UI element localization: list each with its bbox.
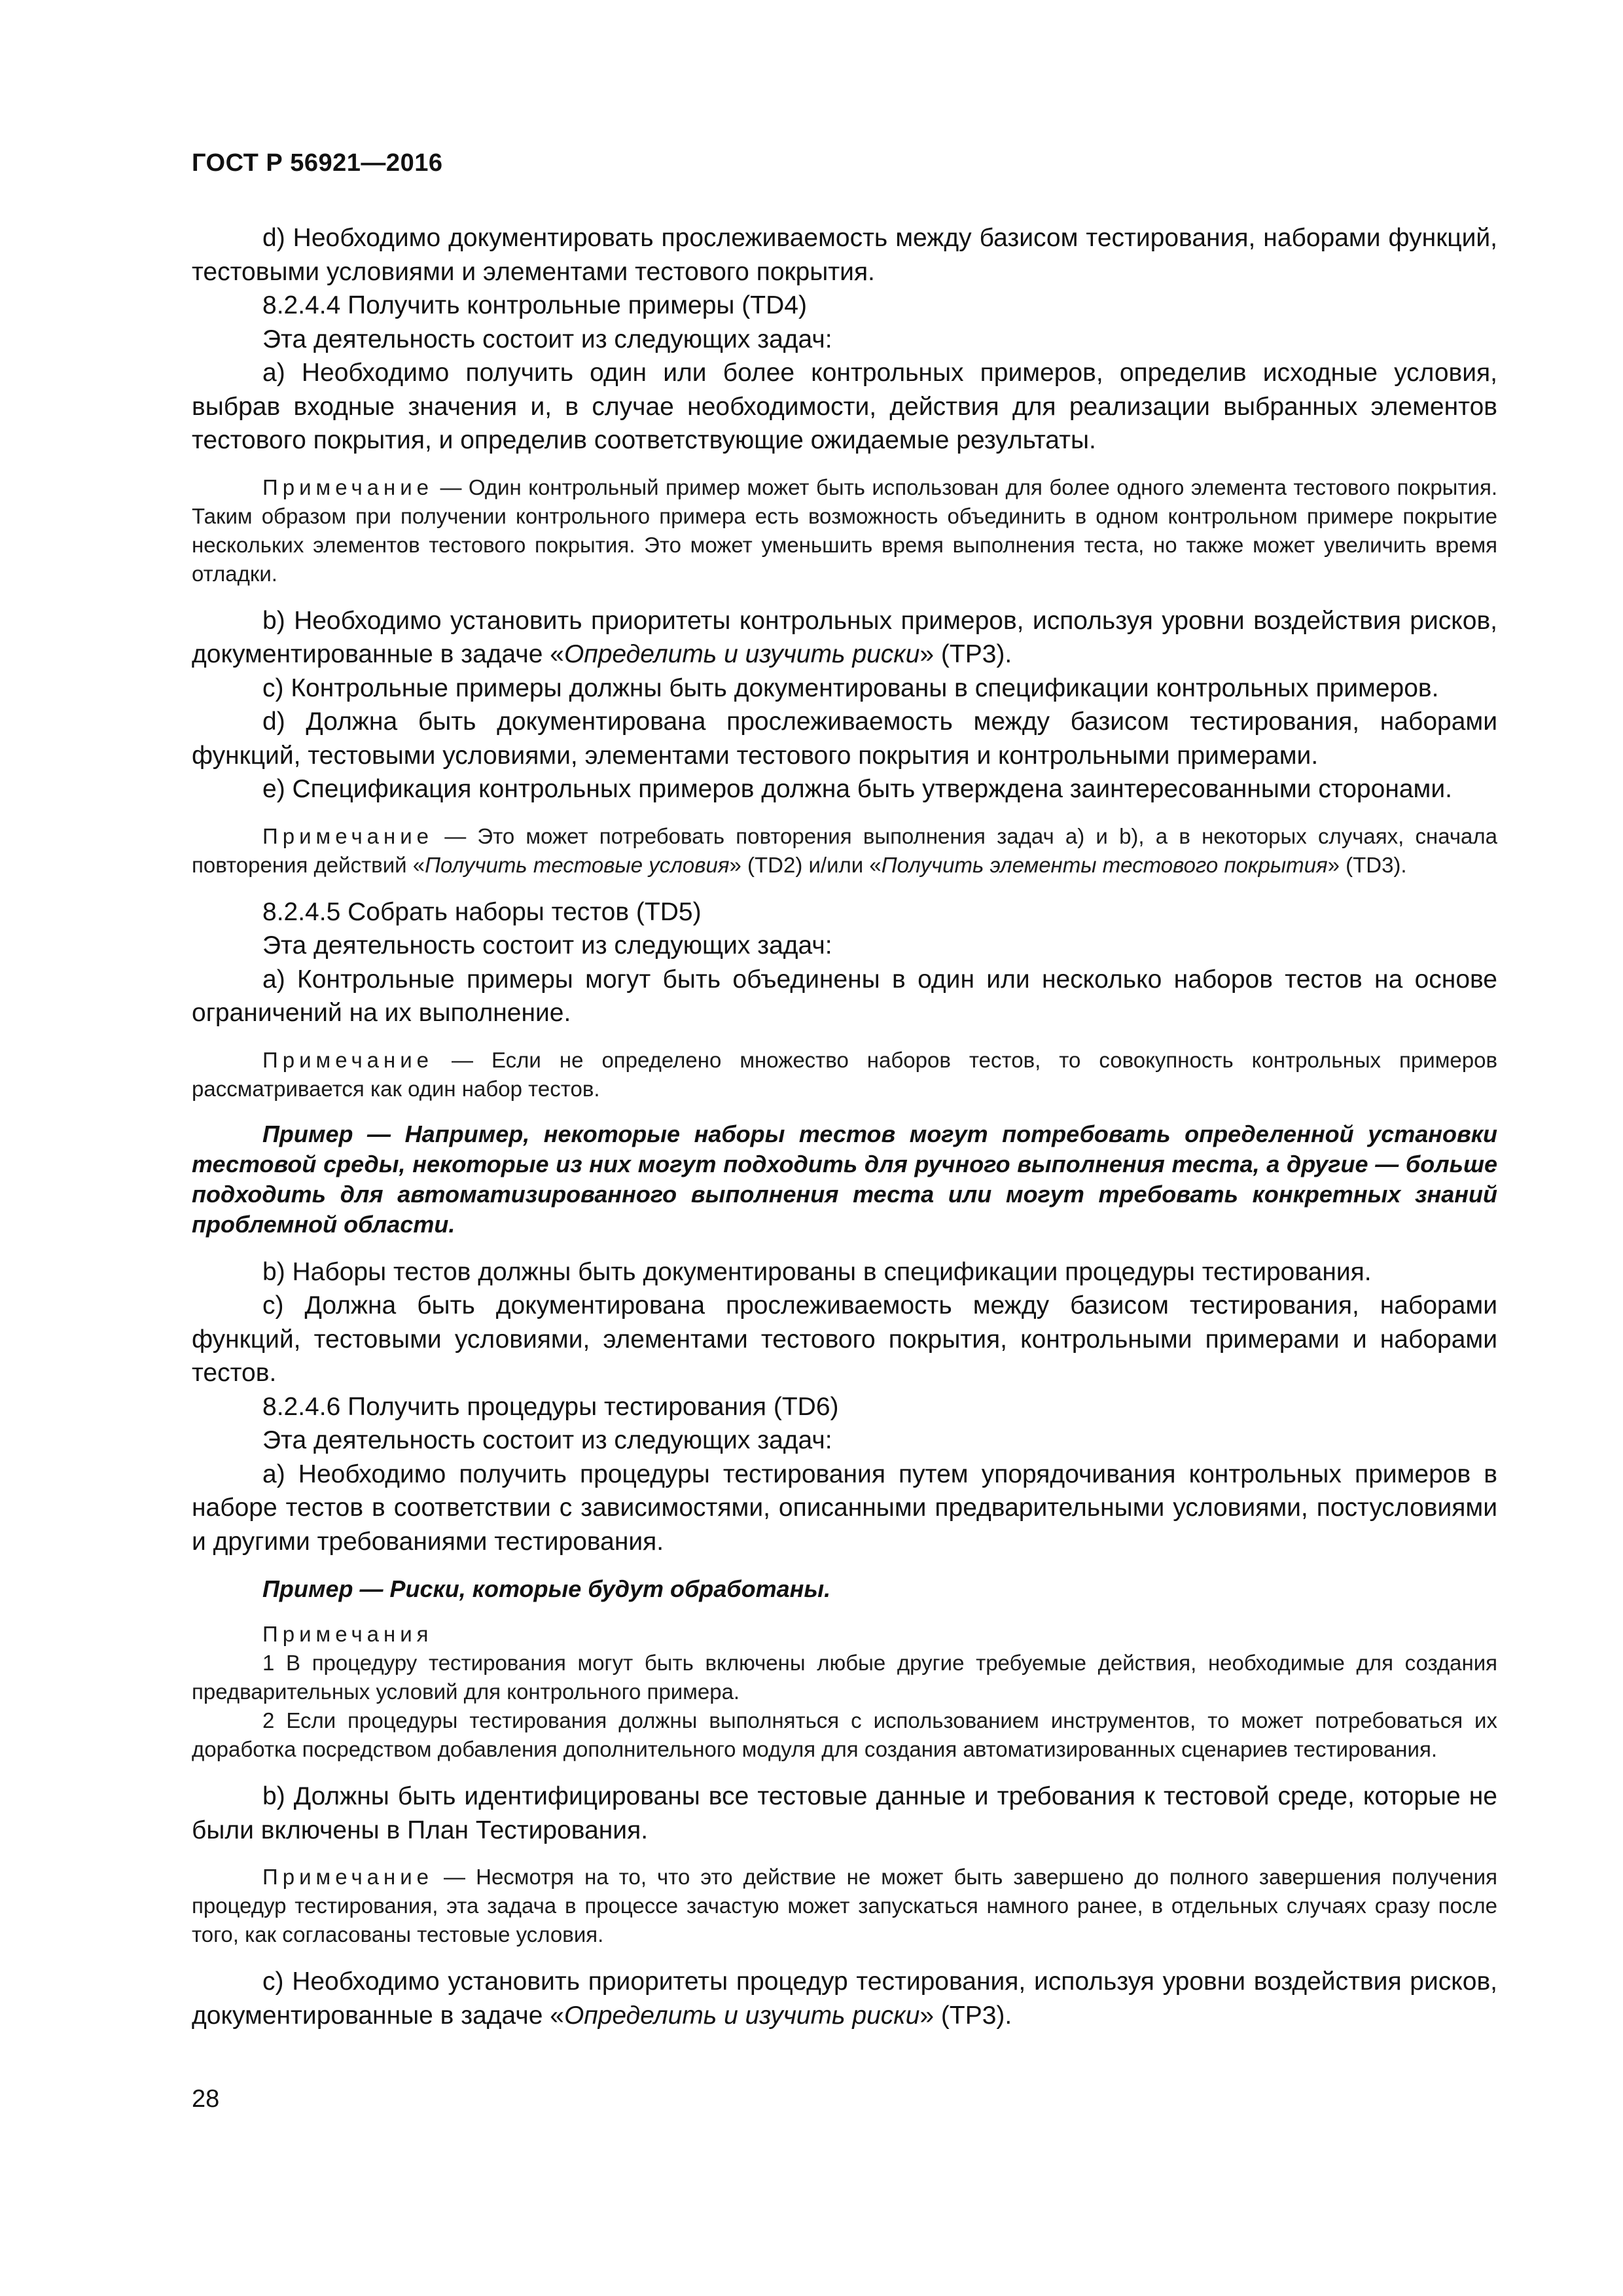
italic-run: Получить элементы тестового покрытия bbox=[881, 852, 1328, 877]
text-run: » (TP3). bbox=[919, 640, 1012, 668]
paragraph: b) Должны быть идентифицированы все тестовые данные и требования к тестовой среде, которые не были включены в План Тестирования. bbox=[192, 1782, 1497, 1844]
note-label: Примечание bbox=[262, 1865, 434, 1889]
text-run: » (TD3). bbox=[1327, 852, 1407, 877]
note-label: Примечание bbox=[262, 475, 434, 499]
note-text: — Один контрольный пример может быть использован для более одного элемента тестового покрытия. Таким образом при получении контрольного примера есть возможность объединить в одном контрольном примере покрытие нескольких элементов тестового покрытия. Это может уменьшить время выполнения теста, но также может увеличить время отладки. bbox=[192, 475, 1497, 586]
note bbox=[192, 822, 1497, 880]
note-item: 2 Если процедуры тестирования должны выполняться с использованием инструментов, то может потребоваться их доработка посредством добавления дополнительного модуля для создания автоматизированных сценариев тестирования. bbox=[192, 1708, 1497, 1761]
italic-run: Получить тестовые условия bbox=[425, 852, 730, 877]
text-run: b) Необходимо установить приоритеты контрольных примеров, используя уровни воздействия рисков, документированные в задаче « bbox=[192, 606, 1497, 668]
text-run: » (TP3). bbox=[919, 2001, 1012, 2030]
italic-run: Определить и изучить риски bbox=[563, 2001, 920, 2030]
paragraph: e) Спецификация контрольных примеров должна быть утверждена заинтересованными сторонами. bbox=[262, 775, 1452, 803]
note bbox=[192, 1863, 1497, 1949]
italic-run: Определить и изучить риски bbox=[563, 640, 920, 668]
note-text: — Несмотря на то, что это действие не может быть завершено до полного завершения получения процедур тестирования, эта задача в процессе зачастую может запускаться намного ранее, в отдельных случаях сразу после того, как согласованы тестовые условия. bbox=[192, 1865, 1497, 1946]
section-heading-8-2-4-6: 8.2.4.6 Получить процедуры тестирования (TD6) bbox=[262, 1392, 839, 1421]
paragraph: Эта деятельность состоит из следующих задач: bbox=[262, 931, 832, 960]
text-run: — Это может потребовать повторения выполнения задач a) и b), а в некоторых случаях, сначала повторения действий « bbox=[192, 823, 1497, 877]
note-label: Примечание bbox=[262, 1047, 434, 1072]
text-run: » (TD2) и/или « bbox=[729, 852, 882, 877]
document-header: ГОСТ Р 56921—2016 bbox=[192, 149, 443, 177]
notes-label: Примечания bbox=[262, 1622, 433, 1646]
paragraph: a) Контрольные примеры могут быть объединены в один или несколько наборов тестов на основе ограничений на их выполнение. bbox=[192, 965, 1497, 1027]
note-text: — Если не определено множество наборов тестов, то совокупность контрольных примеров рассматривается как один набор тестов. bbox=[192, 1047, 1497, 1101]
example: Пример — Риски, которые будут обработаны. bbox=[262, 1575, 831, 1602]
section-heading-8-2-4-4: 8.2.4.4 Получить контрольные примеры (TD4) bbox=[262, 291, 807, 319]
note-item: 1 В процедуру тестирования могут быть включены любые другие требуемые действия, необходимые для создания предварительных условий для контрольного примера. bbox=[192, 1651, 1497, 1704]
section-heading-8-2-4-5: 8.2.4.5 Собрать наборы тестов (TD5) bbox=[262, 897, 702, 926]
paragraph: d) Должна быть документирована прослеживаемость между базисом тестирования, наборами функций, тестовыми условиями, элементами тестового покрытия и контрольными примерами. bbox=[192, 708, 1497, 770]
paragraph bbox=[192, 604, 1497, 672]
text-run: c) Необходимо установить приоритеты процедур тестирования, используя уровни воздействия рисков, документированные в задаче « bbox=[192, 1967, 1497, 2030]
page-number: 28 bbox=[192, 2085, 220, 2113]
paragraph: b) Наборы тестов должны быть документированы в спецификации процедуры тестирования. bbox=[262, 1257, 1372, 1286]
paragraph: c) Контрольные примеры должны быть документированы в спецификации контрольных примеров. bbox=[262, 673, 1439, 702]
paragraph: d) Необходимо документировать прослеживаемость между базисом тестирования, наборами функций, тестовыми условиями и элементами тестового покрытия. bbox=[192, 224, 1497, 286]
example: Пример — Например, некоторые наборы тестов могут потребовать определенной установки тестовой среды, некоторые из них могут подходить для ручного выполнения теста, а другие — больше подходить для автоматизированного выполнения теста или могут требовать конкретных знаний проблемной области. bbox=[192, 1120, 1497, 1238]
note bbox=[192, 473, 1497, 588]
note bbox=[192, 1046, 1497, 1103]
notes-heading bbox=[192, 1620, 1497, 1649]
paragraph: а) Необходимо получить один или более контрольных примеров, определив исходные условия, выбрав входные значения и, в случае необходимости, действия для реализации выбранных элементов тестового покрытия, и определив соответствующие ожидаемые результаты. bbox=[192, 359, 1497, 454]
paragraph: c) Должна быть документирована прослеживаемость между базисом тестирования, наборами функций, тестовыми условиями, элементами тестового покрытия, контрольными примерами и наборами тестов. bbox=[192, 1291, 1497, 1387]
paragraph: Эта деятельность состоит из следующих задач: bbox=[262, 325, 832, 353]
paragraph bbox=[192, 1965, 1497, 2032]
document-body bbox=[192, 221, 1497, 2032]
paragraph: a) Необходимо получить процедуры тестирования путем упорядочивания контрольных примеров в наборе тестов в соответствии с зависимостями, описанными предварительными условиями, постусловиями и другими требованиями тестирования. bbox=[192, 1460, 1497, 1556]
note-label: Примечание bbox=[262, 823, 434, 848]
paragraph: Эта деятельность состоит из следующих задач: bbox=[262, 1426, 832, 1454]
